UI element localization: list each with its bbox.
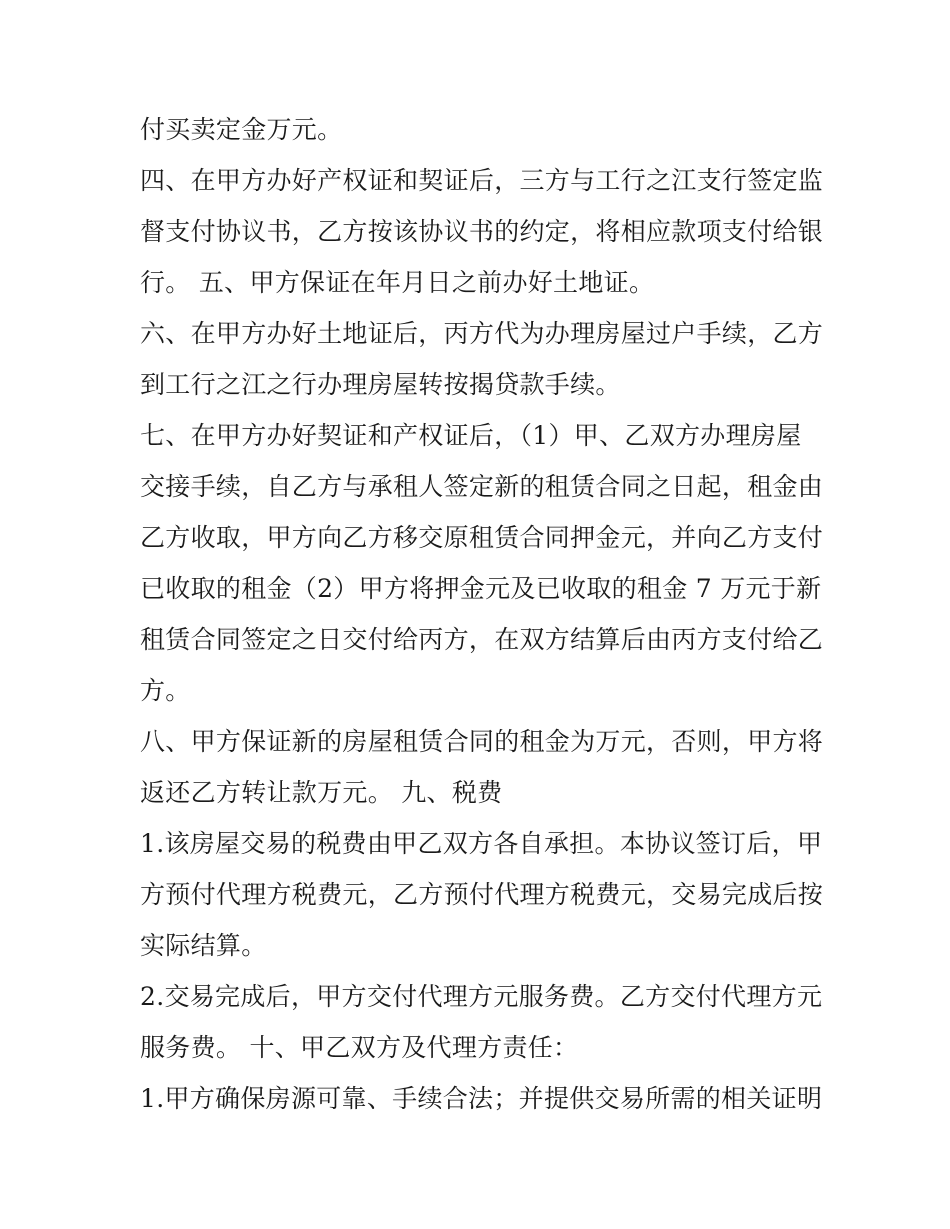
text-line: 八、甲方保证新的房屋租赁合同的租金为万元，否则，甲方将 [140,727,824,756]
text-line: 已收取的租金（2）甲方将押金元及已收取的租金 7 万元于新 [140,574,822,603]
text-line: 返还乙方转让款万元。 九、税费 [140,778,503,807]
text-line: 方预付代理方税费元，乙方预付代理方税费元，交易完成后按 [140,880,824,909]
text-line: 服务费。 十、甲乙双方及代理方责任： [140,1033,579,1062]
text-line: 付买卖定金万元。 [140,115,343,144]
text-line: 行。 五、甲方保证在年月日之前办好土地证。 [140,268,655,297]
text-line: 四、在甲方办好产权证和契证后，三方与工行之江支行签定监 [140,166,824,195]
text-line: 乙方收取，甲方向乙方移交原租赁合同押金元，并向乙方支付 [140,523,824,552]
text-line: 督支付协议书，乙方按该协议书的约定，将相应款项支付给银 [140,217,824,246]
text-line: 六、在甲方办好土地证后，丙方代为办理房屋过户手续，乙方 [140,319,824,348]
text-line: 1.该房屋交易的税费由甲乙双方各自承担。本协议签订后，甲 [140,829,823,858]
text-line: 1.甲方确保房源可靠、手续合法；并提供交易所需的相关证明 [140,1084,823,1113]
text-line: 七、在甲方办好契证和产权证后，（1）甲、乙双方办理房屋 [140,421,802,450]
text-line: 交接手续，自乙方与承租人签定新的租赁合同之日起，租金由 [140,472,824,501]
text-line: 2.交易完成后，甲方交付代理方元服务费。乙方交付代理方元 [140,982,823,1011]
text-line: 方。 [140,676,191,705]
document-body [140,104,824,1124]
text-line: 实际结算。 [140,931,267,960]
text-line: 租赁合同签定之日交付给丙方，在双方结算后由丙方支付给乙 [140,625,824,654]
text-line: 到工行之江之行办理房屋转按揭贷款手续。 [140,370,621,399]
